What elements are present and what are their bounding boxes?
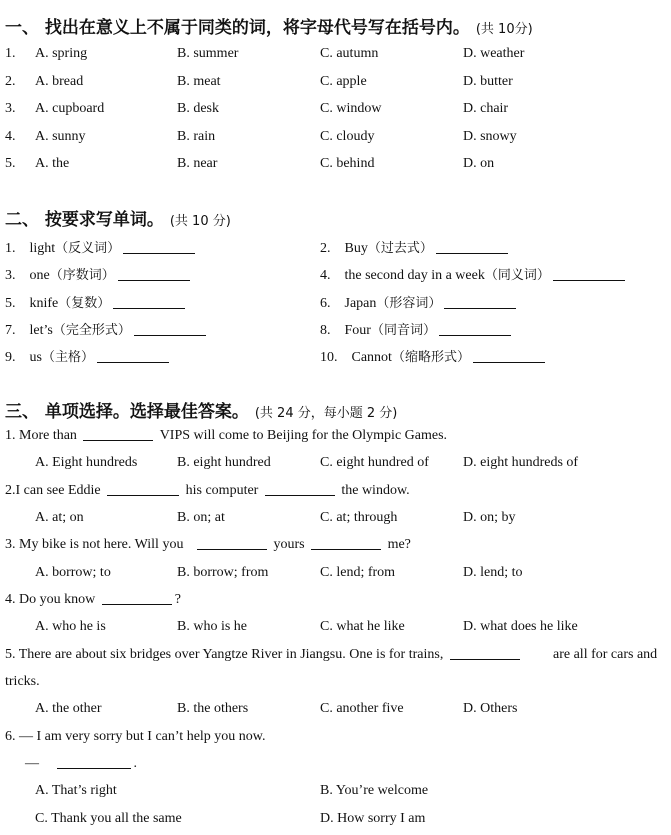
item-word: the second day in a week (344, 268, 485, 284)
item-hint: （同义词） (484, 268, 550, 284)
question-number: 3. (5, 101, 16, 116)
section-1-heading (5, 13, 533, 38)
section-2-heading (5, 205, 231, 230)
option-a[interactable]: A. cupboard (35, 101, 105, 116)
q3-option-b[interactable]: B. borrow; from (177, 565, 269, 580)
q6-option-d[interactable]: D. How sorry I am (320, 811, 426, 826)
item-number: 9. (5, 350, 16, 366)
q1-option-c[interactable]: C. eight hundred of (320, 455, 429, 470)
item-hint: （同音词） (370, 322, 436, 338)
q5-option-a[interactable]: A. the other (35, 701, 102, 716)
answer-blank[interactable] (197, 548, 267, 550)
question-5 (5, 647, 523, 663)
answer-blank[interactable] (83, 439, 153, 441)
question-3 (5, 537, 411, 553)
q3-option-a[interactable]: A. borrow; to (35, 565, 111, 580)
item-hint: （过去式） (367, 241, 433, 256)
question-number: 2. (5, 73, 16, 89)
item-number: 8. (320, 322, 331, 338)
q5-option-d[interactable]: D. Others (463, 701, 518, 716)
item-number: 4. (320, 268, 331, 284)
reply-dash: — (25, 756, 39, 771)
option-a[interactable]: A. bread (35, 73, 84, 89)
option-d[interactable]: D. snowy (463, 128, 517, 144)
q3-option-d[interactable]: D. lend; to (463, 565, 523, 580)
q4-option-c[interactable]: C. what he like (320, 619, 405, 634)
option-b[interactable]: B. meat (177, 73, 221, 89)
option-a[interactable]: A. sunny (35, 128, 86, 144)
question-2-text-b: his computer (185, 483, 259, 498)
item-word: Buy (344, 241, 368, 256)
question-number: 1. (5, 46, 16, 61)
item-number: 1. (5, 241, 16, 256)
word-item (320, 319, 514, 339)
q6-option-c[interactable]: C. Thank you all the same (35, 811, 182, 826)
answer-blank[interactable] (450, 658, 520, 660)
item-hint: （完全形式） (52, 322, 131, 338)
item-hint: （缩略形式） (391, 350, 470, 366)
answer-blank[interactable] (118, 279, 190, 281)
question-1-text-b: VIPS will come to Beijing for the Olympic Games. (159, 428, 448, 443)
item-number: 2. (320, 241, 331, 256)
option-a[interactable]: A. the (35, 156, 70, 171)
item-word: Japan (344, 295, 377, 311)
answer-blank[interactable] (107, 494, 179, 496)
option-c[interactable]: C. cloudy (320, 128, 375, 144)
option-d[interactable]: D. on (463, 156, 495, 171)
option-c[interactable]: C. autumn (320, 46, 379, 61)
item-number: 5. (5, 295, 16, 311)
answer-blank[interactable] (97, 361, 169, 363)
section-1-title: 一、 找出在意义上不属于同类的词，将字母代号写在括号内。 (5, 18, 470, 38)
question-2 (5, 483, 410, 499)
answer-blank[interactable] (113, 307, 185, 309)
question-4-text-a: 4. Do you know (5, 592, 96, 607)
word-item (5, 237, 198, 257)
option-b[interactable]: B. summer (177, 46, 239, 61)
item-hint: （复数） (58, 295, 111, 311)
word-item (320, 237, 511, 257)
option-d[interactable]: D. chair (463, 101, 509, 116)
answer-blank[interactable] (102, 603, 172, 605)
question-6: 6. — I am very sorry but I can’t help you now. (5, 729, 266, 744)
answer-blank[interactable] (553, 279, 625, 281)
answer-blank[interactable] (311, 548, 381, 550)
answer-blank[interactable] (265, 494, 335, 496)
item-hint: （反义词） (55, 241, 121, 256)
q4-option-b[interactable]: B. who is he (177, 619, 247, 634)
question-5-text-b: are all for cars and (553, 647, 658, 662)
word-item (5, 292, 188, 312)
word-item (320, 264, 628, 284)
q5-option-c[interactable]: C. another five (320, 701, 404, 716)
option-d[interactable]: D. weather (463, 46, 525, 61)
question-3-text-a: 3. My bike is not here. Will you (5, 537, 184, 552)
q5-option-b[interactable]: B. the others (177, 701, 249, 716)
section-2-title: 二、 按要求写单词。 (5, 210, 164, 230)
question-6-reply (25, 756, 137, 772)
q1-option-d[interactable]: D. eight hundreds of (463, 455, 579, 470)
word-item (320, 346, 548, 366)
item-word: Four (344, 322, 371, 338)
question-1 (5, 428, 447, 444)
item-number: 3. (5, 268, 16, 284)
q2-option-a[interactable]: A. at; on (35, 510, 84, 525)
option-b[interactable]: B. desk (177, 101, 219, 116)
question-5-text-c: tricks. (5, 674, 40, 689)
item-word: let’s (29, 322, 53, 338)
answer-blank[interactable] (444, 307, 516, 309)
item-number: 7. (5, 322, 16, 338)
answer-blank[interactable] (57, 767, 131, 769)
question-4 (5, 592, 181, 608)
q4-option-d[interactable]: D. what does he like (463, 619, 578, 634)
question-2-text-c: the window. (341, 483, 410, 498)
item-hint: （主格） (41, 350, 94, 366)
option-c[interactable]: C. behind (320, 156, 375, 171)
option-b[interactable]: B. rain (177, 128, 216, 144)
option-c[interactable]: C. apple (320, 73, 367, 89)
option-b[interactable]: B. near (177, 156, 218, 171)
q6-option-b[interactable]: B. You’re welcome (320, 783, 429, 798)
word-item (5, 346, 172, 366)
item-word: Cannot (351, 350, 392, 366)
q2-option-b[interactable]: B. on; at (177, 510, 225, 525)
question-1-text-a: 1. More than (5, 428, 77, 443)
item-word: light (29, 241, 56, 256)
answer-blank[interactable] (134, 334, 206, 336)
section-2-points: (共 10 分) (169, 214, 231, 229)
q6-option-a[interactable]: A. That’s right (35, 783, 117, 798)
option-c[interactable]: C. window (320, 101, 382, 116)
question-4-text-b: ? (174, 592, 181, 607)
q1-option-b[interactable]: B. eight hundred (177, 455, 271, 470)
q2-option-d[interactable]: D. on; by (463, 510, 516, 525)
word-item (5, 319, 209, 339)
reply-period: . (133, 756, 137, 771)
section-3-points: (共 24 分，每小题 2 分) (254, 406, 398, 421)
section-1-points: (共 10分) (475, 22, 533, 37)
question-2-text-a: 2.I can see Eddie (5, 483, 101, 498)
item-word: knife (29, 295, 59, 311)
word-item (5, 264, 193, 284)
word-item (320, 292, 519, 312)
question-number: 5. (5, 156, 16, 171)
answer-blank[interactable] (439, 334, 511, 336)
item-word: us (29, 350, 42, 366)
answer-blank[interactable] (473, 361, 545, 363)
item-hint: （形容词） (376, 295, 442, 311)
option-a[interactable]: A. spring (35, 46, 88, 61)
question-number: 4. (5, 128, 16, 144)
section-3-title: 三、 单项选择。选择最佳答案。 (5, 402, 249, 422)
question-3-text-b: yours (273, 537, 305, 552)
item-hint: （序数词） (49, 268, 115, 284)
q4-option-a[interactable]: A. who he is (35, 619, 106, 634)
section-3-heading (5, 397, 397, 422)
q1-option-a[interactable]: A. Eight hundreds (35, 455, 138, 470)
question-5-text-a: 5. There are about six bridges over Yangtze River in Jiangsu. One is for trains, (5, 647, 444, 662)
q3-option-c[interactable]: C. lend; from (320, 565, 396, 580)
answer-blank[interactable] (436, 252, 508, 254)
q2-option-c[interactable]: C. at; through (320, 510, 398, 525)
item-word: one (29, 268, 50, 284)
item-number: 10. (320, 350, 338, 366)
answer-blank[interactable] (123, 252, 195, 254)
item-number: 6. (320, 295, 331, 311)
question-3-text-c: me? (387, 537, 411, 552)
option-d[interactable]: D. butter (463, 73, 513, 89)
